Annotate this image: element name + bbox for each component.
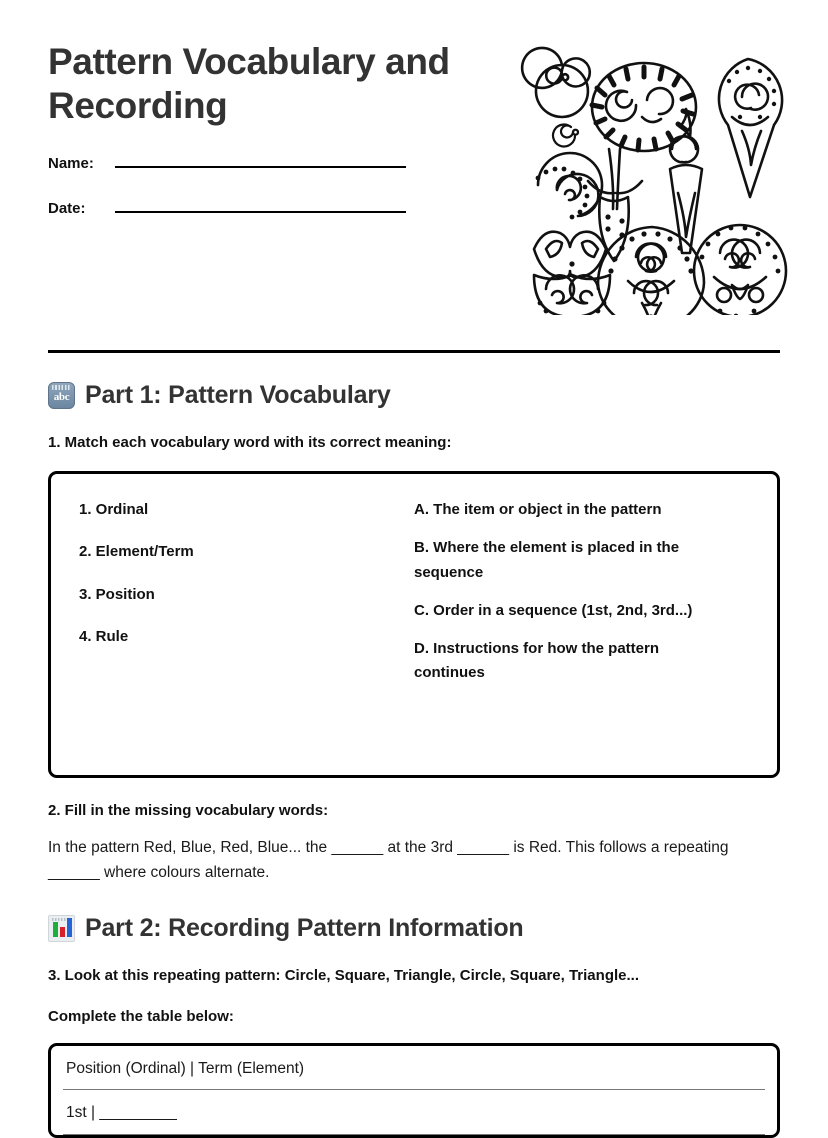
vocabulary-term-2[interactable]: 2. Element/Term (79, 543, 194, 561)
bar-chart-icon (48, 915, 75, 942)
vocabulary-term-3[interactable]: 3. Position (79, 585, 155, 603)
date-input-line[interactable] (115, 198, 406, 213)
question-2-fill-in-text[interactable]: In the pattern Red, Blue, Red, Blue... the ______ at the 3rd ______ is Red. This follows a repeating ______ where colours alternate. (48, 839, 729, 882)
vocabulary-definition-d[interactable]: D. Instructions for how the pattern continues (414, 640, 660, 682)
vocabulary-matching-box (48, 471, 780, 778)
document-header (48, 0, 780, 320)
pattern-recording-table (48, 1043, 780, 1138)
question-3-prompt: 3. Look at this repeating pattern: Circle, Square, Triangle, Circle, Square, Triangle... (48, 966, 639, 984)
vocabulary-term-4[interactable]: 4. Rule (79, 627, 129, 645)
part2-heading: Part 2: Recording Pattern Information (85, 913, 524, 942)
page-title: Pattern Vocabulary and Recording (48, 41, 450, 126)
date-field-label: Date: (48, 200, 86, 218)
part1-heading: Part 1: Pattern Vocabulary (85, 381, 391, 409)
table-instruction: Complete the table below: (48, 1007, 234, 1025)
part1-heading-row (48, 381, 780, 410)
abc-icon: abc (48, 382, 75, 409)
maori-koru-pattern-illustration (516, 45, 788, 320)
table-row[interactable]: 1st | _________ (63, 1090, 765, 1134)
vocabulary-definitions-column (414, 498, 749, 745)
part2-heading-row (48, 914, 780, 943)
student-info-fields (48, 153, 508, 230)
table-header-row: Position (Ordinal) | Term (Element) (63, 1046, 765, 1090)
name-field-label: Name: (48, 155, 94, 173)
vocabulary-term-1[interactable]: 1. Ordinal (79, 501, 149, 518)
question-1-prompt: 1. Match each vocabulary word with its correct meaning: (48, 434, 452, 451)
vocabulary-definition-b[interactable]: B. Where the element is placed in the sequence (414, 539, 680, 581)
header-text-block (48, 40, 508, 230)
question-2-prompt: 2. Fill in the missing vocabulary words: (48, 802, 329, 819)
date-field-row (48, 198, 508, 230)
vocabulary-terms-column (79, 498, 414, 745)
vocabulary-definition-a[interactable]: A. The item or object in the pattern (414, 501, 662, 518)
vocabulary-definition-c[interactable]: C. Order in a sequence (1st, 2nd, 3rd...) (414, 601, 693, 619)
name-input-line[interactable] (115, 153, 406, 168)
header-divider (48, 350, 780, 353)
name-field-row (48, 153, 508, 185)
